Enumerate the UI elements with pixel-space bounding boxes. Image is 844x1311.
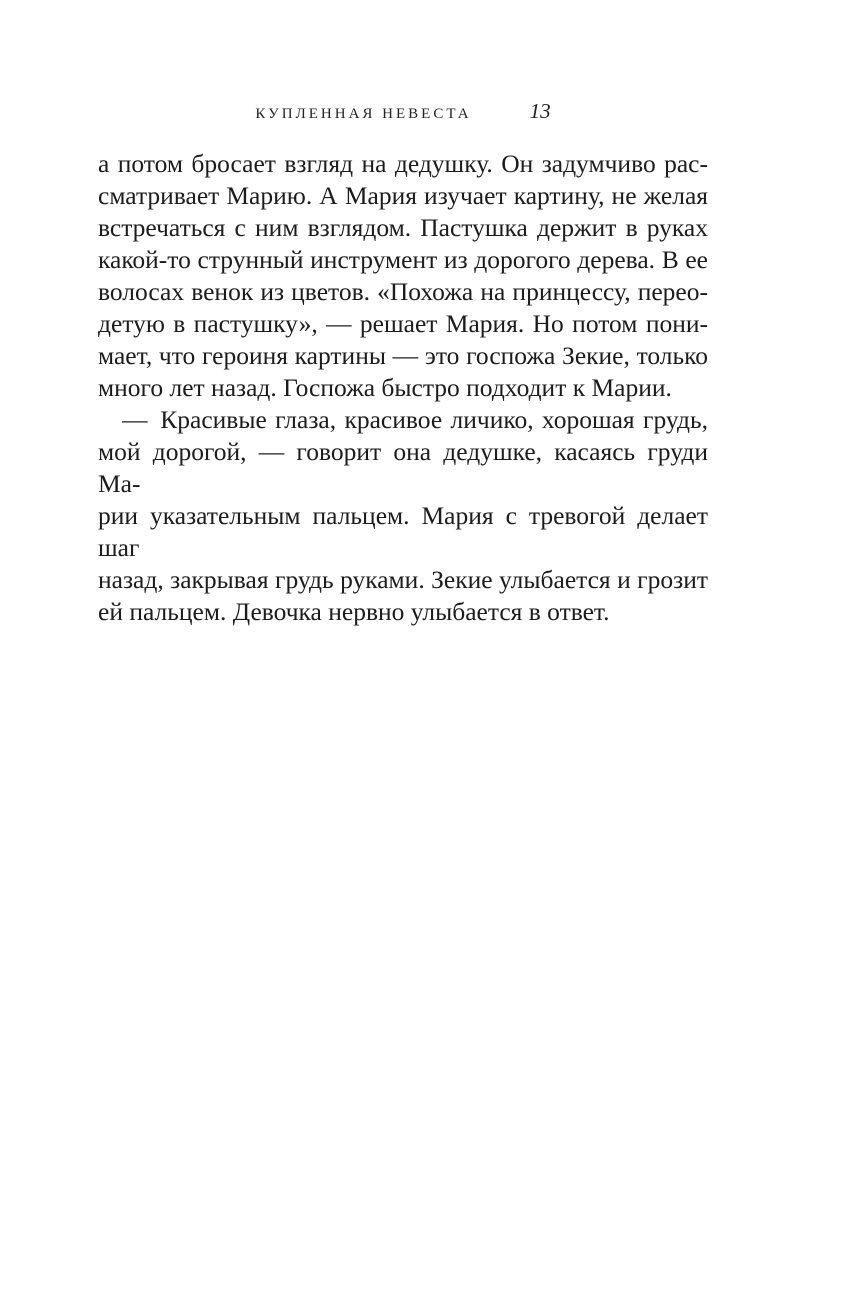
text-line: мой дорогой, — говорит она дедушке, касаясь груди Ма- [98,437,708,498]
text-line: рии указательным пальцем. Мария с тревогой делает шаг [98,501,708,562]
text-line: назад, закрывая грудь руками. Зекие улыбается и грозит [98,565,708,594]
page-number: 13 [529,99,551,123]
text-line: много лет назад. Госпожа быстро подходит к Марии. [98,373,672,402]
running-title: КУПЛЕННАЯ НЕВЕСТА [255,106,472,122]
text-line: ей пальцем. Девочка нервно улыбается в ответ. [98,597,610,626]
text-line: сматривает Марию. А Мария изучает картину, не желая [98,181,708,210]
text-line: мает, что героиня картины — это госпожа Зекие, только [98,341,708,370]
text-line: какой-то струнный инструмент из дорогого дерева. В ее [98,245,708,274]
text-line: детую в пастушку», — решает Мария. Но потом пони- [98,309,708,338]
body-text [98,148,708,628]
text-line: встречаться с ним взглядом. Пастушка держит в руках [98,213,708,242]
text-line: а потом бросает взгляд на дедушку. Он задумчиво рас- [98,149,708,178]
text-line-paragraph-start: — Красивые глаза, красивое личико, хорошая грудь, [122,405,708,434]
text-line: волосах венок из цветов. «Похожа на принцессу, перео- [98,277,708,306]
running-head [98,99,708,124]
